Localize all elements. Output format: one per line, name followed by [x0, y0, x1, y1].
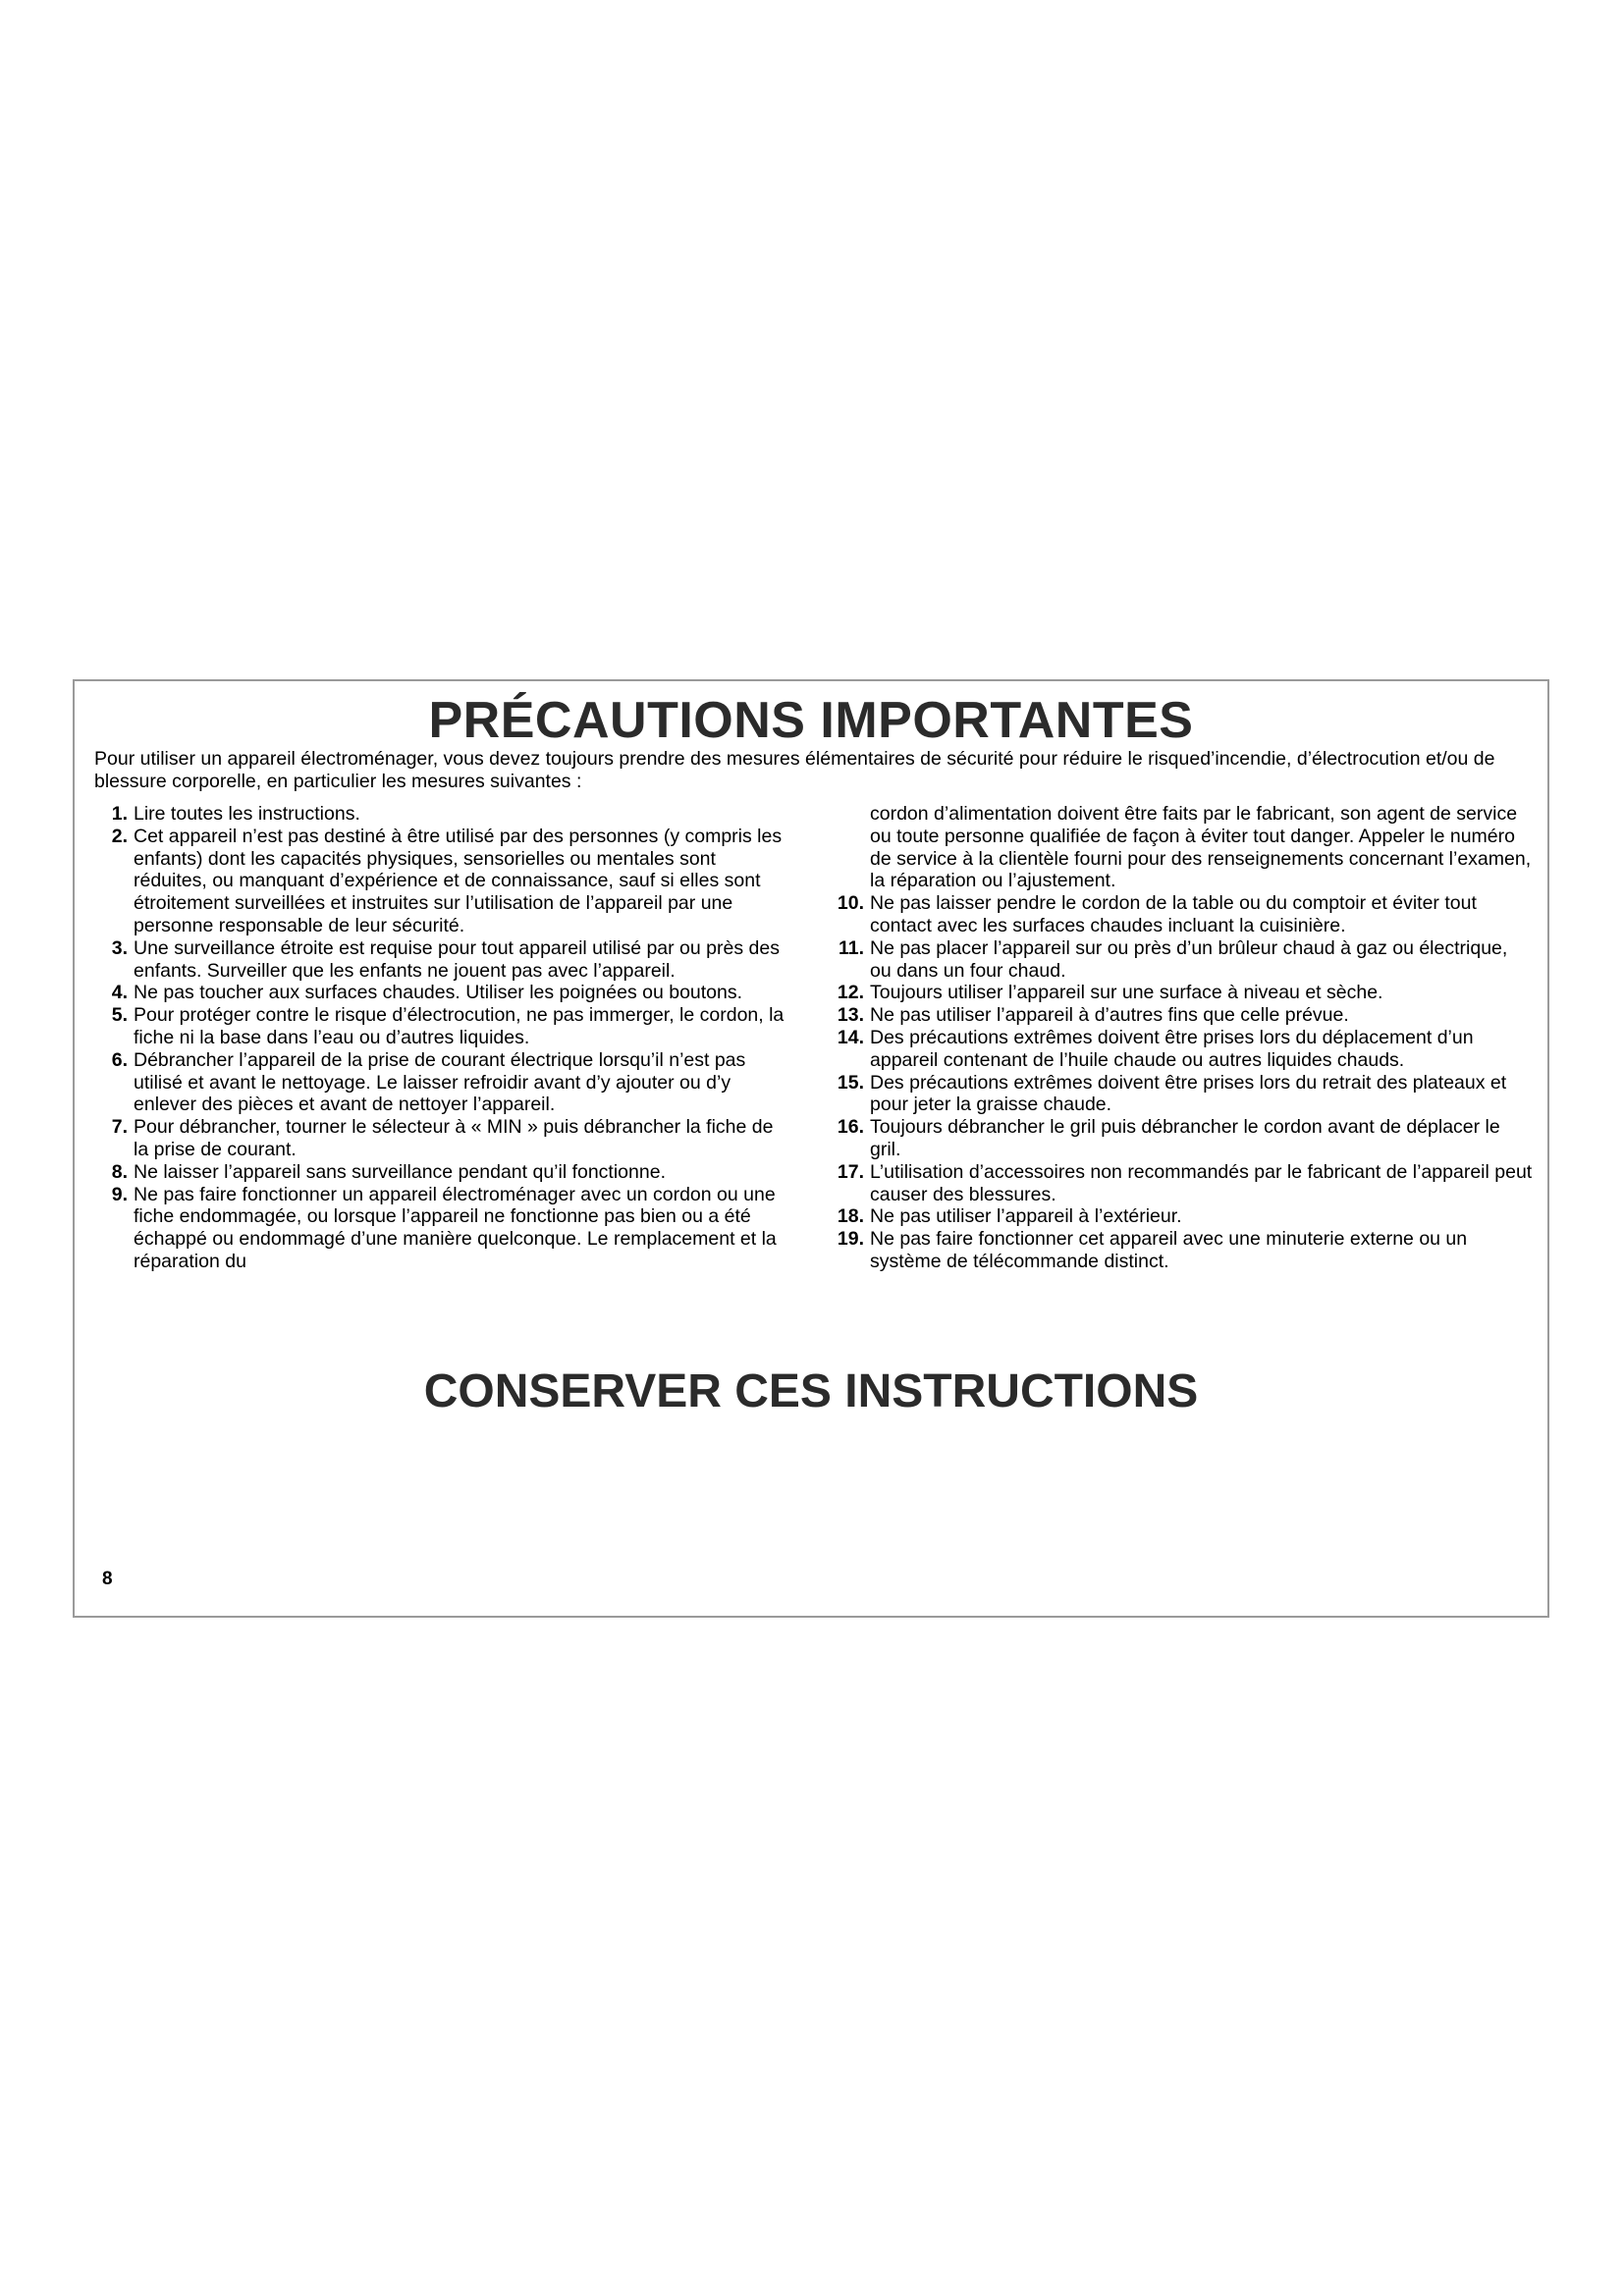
- list-item: [831, 1072, 1534, 1117]
- item-text: Toujours débrancher le gril puis débrancher le cordon avant de déplacer le gril.: [870, 1116, 1500, 1160]
- item-number: 4.: [111, 982, 128, 1004]
- item-number: 7.: [111, 1116, 128, 1139]
- item-text: Ne pas utiliser l’appareil à l’extérieur.: [870, 1205, 1182, 1228]
- instructions-list-right: [831, 803, 1534, 1273]
- item-text: Cet appareil n’est pas destiné à être utilisé par des personnes (y compris les enfants) dont les capacités physiques, sensorielles ou mentales sont réduites, ou manquant d’expérience et de connaissance, sauf si elles sont étroitement surveillées et instruites sur l’utilisation de l’appareil par une personne responsable de leur sécurité.: [134, 825, 783, 936]
- item-number: 11.: [838, 936, 864, 959]
- list-item: [831, 937, 1534, 983]
- item-text: Une surveillance étroite est requise pour tout appareil utilisé par ou près des enfants. Surveiller que les enfants ne jouent pas avec l’appareil.: [134, 936, 780, 982]
- list-item: [831, 1205, 1534, 1228]
- item-text: Ne pas laisser pendre le cordon de la table ou du comptoir et éviter tout contact avec les surfaces chaudes incluant la cuisinière.: [870, 892, 1477, 936]
- item-text: Des précautions extrêmes doivent être prises lors du déplacement d’un appareil contenant de l’huile chaude ou autres liquides chauds.: [870, 1026, 1474, 1071]
- item-text: Pour protéger contre le risque d’électrocution, ne pas immerger, le cordon, la fiche ni la base dans l’eau ou d’autres liquides.: [134, 1004, 785, 1048]
- list-item: [831, 1161, 1534, 1206]
- item-text: L’utilisation d’accessoires non recommandés par le fabricant de l’appareil peut causer des blessures.: [870, 1160, 1533, 1205]
- item-number: 17.: [837, 1160, 864, 1183]
- item-number: 9.: [111, 1183, 128, 1205]
- list-item: [94, 826, 791, 937]
- item-number: 19.: [837, 1228, 864, 1251]
- item-text: Lire toutes les instructions.: [134, 803, 360, 825]
- item-number: 2.: [111, 825, 128, 847]
- list-item: [831, 1228, 1534, 1273]
- page-number: 8: [102, 1569, 113, 1589]
- list-item: [94, 1161, 791, 1184]
- list-item: [831, 1027, 1534, 1072]
- list-item: [94, 1004, 791, 1049]
- list-item: [94, 1184, 791, 1273]
- item-number: 1.: [111, 803, 128, 825]
- item-text: Ne pas utiliser l’appareil à d’autres fins que celle prévue.: [870, 1004, 1349, 1027]
- item-number: 13.: [837, 1004, 864, 1027]
- list-item: [94, 982, 791, 1004]
- item-text: cordon d’alimentation doivent être faits par le fabricant, son agent de service ou toute personne qualifiée de façon à éviter tout danger. Appeler le numéro de service à la clientèle fourni pour des renseignements concernant l’examen, la réparation ou l’ajustement.: [870, 803, 1532, 892]
- item-text: Ne pas placer l’appareil sur ou près d’un brûleur chaud à gaz ou électrique, ou dans un four chaud.: [870, 936, 1508, 982]
- list-item: [831, 1004, 1534, 1027]
- item-text: Débrancher l’appareil de la prise de courant électrique lorsqu’il n’est pas utilisé et avant le nettoyage. Le laisser refroidir avant d’y ajouter ou d’y enlever des pièces et avant de nettoyer l’appareil.: [134, 1048, 746, 1116]
- item-text: Pour débrancher, tourner le sélecteur à « MIN » puis débrancher la fiche de la prise de courant.: [134, 1116, 774, 1160]
- safety-notice-frame: [73, 679, 1549, 1618]
- item-number: 16.: [837, 1116, 864, 1139]
- item-number: 5.: [111, 1004, 128, 1027]
- item-number: 3.: [111, 936, 128, 959]
- item-text: Toujours utiliser l’appareil sur une surface à niveau et sèche.: [870, 982, 1383, 1004]
- intro-paragraph: Pour utiliser un appareil électroménager, vous devez toujours prendre des mesures élémentaires de sécurité pour réduire le risqued’incendie, d’électrocution et/ou de blessure corporelle, en particulier les mesures suivantes :: [94, 748, 1495, 792]
- list-item: [94, 1116, 791, 1161]
- item-number: 10.: [837, 892, 864, 915]
- item-text: Ne laisser l’appareil sans surveillance pendant qu’il fonctionne.: [134, 1160, 666, 1183]
- item-number: 14.: [837, 1026, 864, 1048]
- item-number: 8.: [111, 1160, 128, 1183]
- item-text: Des précautions extrêmes doivent être prises lors du retrait des plateaux et pour jeter la graisse chaude.: [870, 1071, 1507, 1116]
- list-item: [94, 937, 791, 983]
- page-title: PRÉCAUTIONS IMPORTANTES: [428, 692, 1194, 749]
- item-text: Ne pas faire fonctionner cet appareil avec une minuterie externe ou un système de télécommande distinct.: [870, 1228, 1468, 1272]
- list-item: [94, 1049, 791, 1116]
- list-item: [831, 982, 1534, 1004]
- item-text: Ne pas toucher aux surfaces chaudes. Utiliser les poignées ou boutons.: [134, 982, 743, 1004]
- item-number: 15.: [837, 1071, 864, 1094]
- list-item: [831, 892, 1534, 937]
- closing-heading: CONSERVER CES INSTRUCTIONS: [423, 1365, 1199, 1417]
- item-text: Ne pas faire fonctionner un appareil électroménager avec un cordon ou une fiche endommagée, ou lorsque l’appareil ne fonctionne pas bien ou a été échappé ou endommagé d’une manière quelconque. Le remplacement et la réparation du: [134, 1183, 777, 1272]
- instructions-list-left: [94, 803, 791, 1273]
- item-number: 6.: [111, 1048, 128, 1071]
- list-item: [831, 1116, 1534, 1161]
- item-number: 18.: [837, 1205, 864, 1228]
- list-item-continuation: [831, 803, 1534, 892]
- item-number: 12.: [837, 982, 864, 1004]
- list-item: [94, 803, 791, 826]
